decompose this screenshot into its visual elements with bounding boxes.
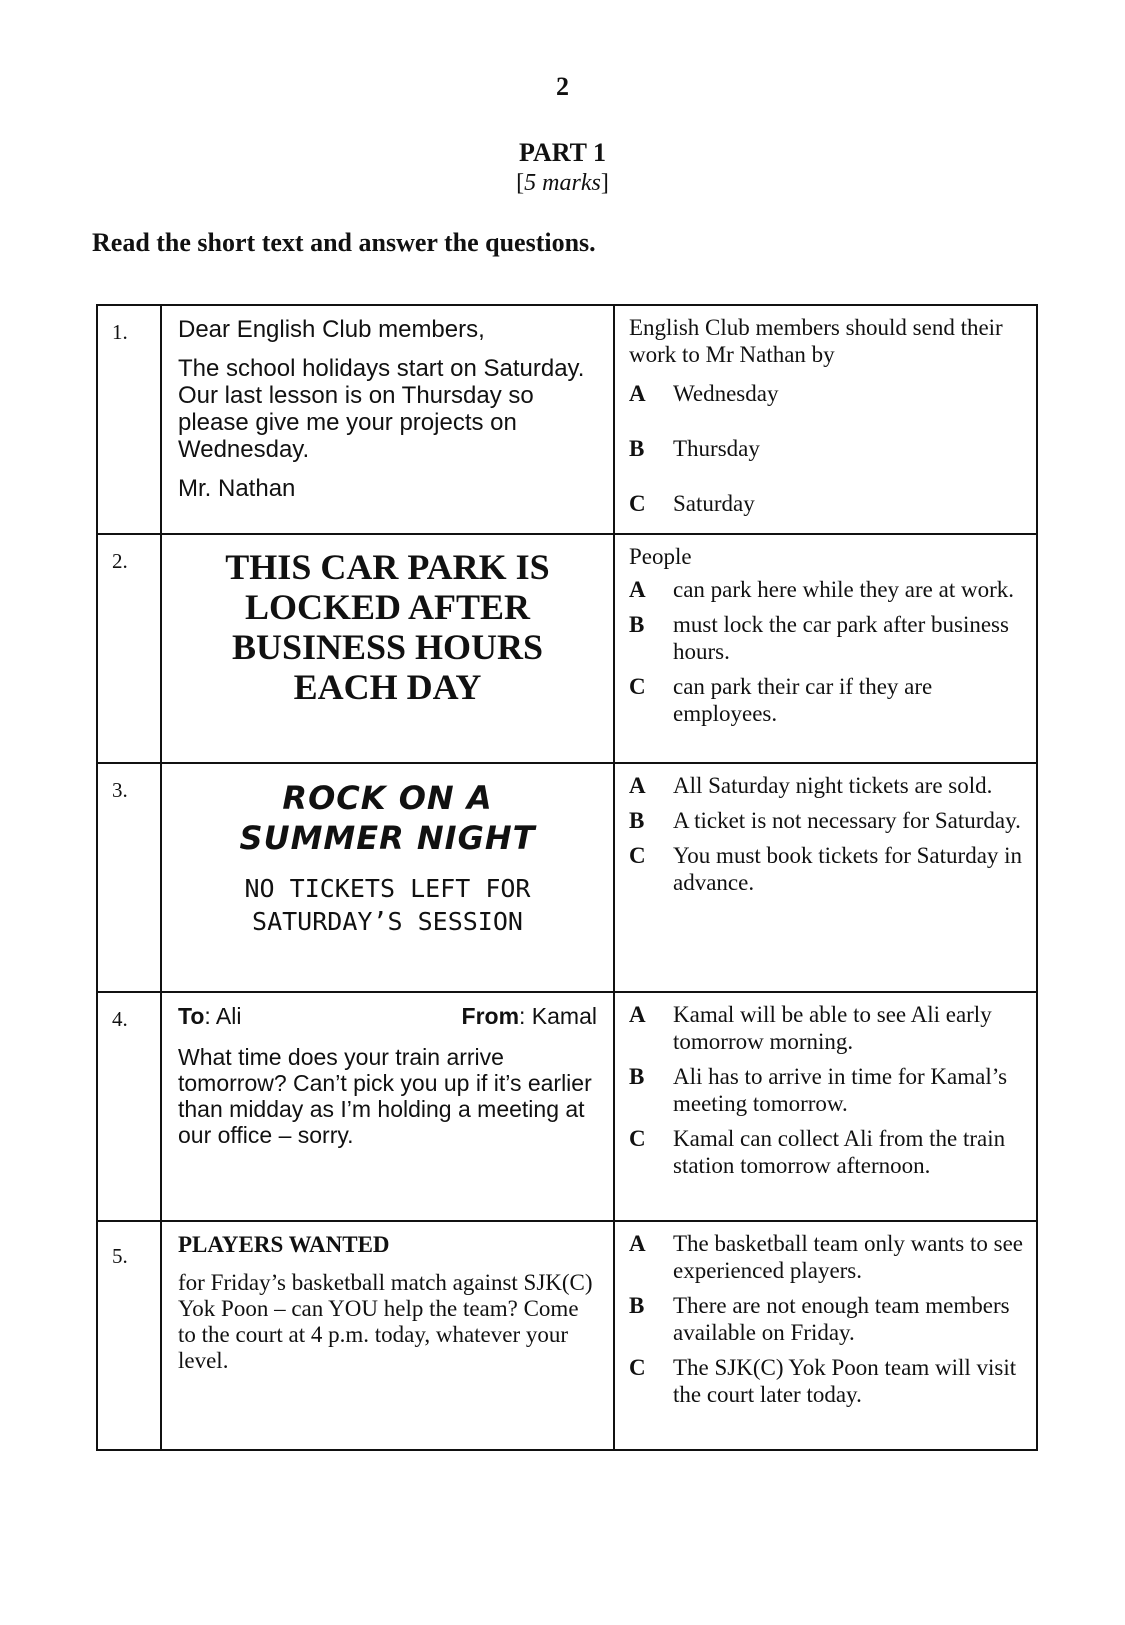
question-number: 5. (97, 1221, 161, 1450)
option-text: A ticket is not necessary for Saturday. (673, 808, 1021, 833)
sign-line: BUSINESS HOURS (231, 627, 544, 667)
option-text: must lock the car park after business hours. (673, 612, 1009, 664)
memo-to-label: To (178, 1003, 205, 1029)
question-row-5 (97, 1221, 1037, 1450)
poster-notice-line: NO TICKETS LEFT FOR (244, 874, 531, 903)
option-c[interactable] (629, 490, 1024, 517)
marks-text: 5 marks (524, 170, 601, 196)
memo-header (178, 1003, 597, 1030)
option-text: Ali has to arrive in time for Kamal’s meeting tomorrow. (673, 1064, 1008, 1116)
memo-from (462, 1003, 597, 1030)
sign-line: EACH DAY (293, 667, 482, 707)
option-c[interactable] (629, 673, 1024, 727)
option-text: Kamal will be able to see Ali early tomorrow morning. (673, 1002, 992, 1054)
option-letter: B (629, 612, 645, 637)
option-letter: C (629, 843, 646, 868)
option-b[interactable] (629, 435, 1024, 462)
note-greeting: Dear English Club members, (178, 316, 485, 343)
instruction: Read the short text and answer the questions. (92, 228, 596, 257)
question-number: 1. (97, 305, 161, 534)
question-stem: People (629, 544, 692, 569)
answer-options (614, 1221, 1037, 1450)
question-row-2 (97, 534, 1037, 763)
option-letter: A (629, 773, 646, 798)
question-row-4 (97, 992, 1037, 1221)
question-text (161, 763, 614, 992)
question-table (96, 304, 1038, 1451)
part-title: PART 1 (519, 138, 606, 167)
option-letter: A (629, 381, 646, 406)
question-row-3 (97, 763, 1037, 992)
answer-options (614, 534, 1037, 763)
note-body: The school holidays start on Saturday. Our last lesson is on Thursday so please give me your projects on Wednesday. (178, 355, 585, 463)
option-a[interactable] (629, 380, 1024, 407)
option-text: Saturday (673, 491, 755, 516)
option-c[interactable] (629, 1354, 1024, 1408)
option-c[interactable] (629, 1125, 1024, 1179)
option-text: All Saturday night tickets are sold. (673, 773, 993, 798)
option-c[interactable] (629, 842, 1024, 896)
option-text: can park here while they are at work. (673, 577, 1015, 602)
question-text (161, 1221, 614, 1450)
memo-to-value: : Ali (204, 1003, 242, 1029)
option-letter: B (629, 808, 645, 833)
answer-options (614, 305, 1037, 534)
option-b[interactable] (629, 1063, 1024, 1117)
question-text (161, 992, 614, 1221)
poster-title-line: SUMMER NIGHT (239, 819, 536, 857)
memo-body: What time does your train arrive tomorrow? Can’t pick you up if it’s earlier than midday as I’m holding a meeting at our office – sorry. (178, 1044, 592, 1148)
option-letter: B (629, 1064, 645, 1089)
option-a[interactable] (629, 1230, 1024, 1284)
option-text: The SJK(C) Yok Poon team will visit the court later today. (673, 1355, 1017, 1407)
marks-close-bracket: ] (600, 170, 609, 196)
option-text: You must book tickets for Saturday in advance. (673, 843, 1023, 895)
poster-title-line: ROCK ON A (282, 779, 493, 817)
sign-line: LOCKED AFTER (244, 587, 531, 627)
option-b[interactable] (629, 807, 1024, 834)
option-letter: A (629, 1231, 646, 1256)
question-number: 4. (97, 992, 161, 1221)
part-marks (0, 170, 1125, 197)
option-b[interactable] (629, 611, 1024, 665)
memo-from-value: : Kamal (519, 1003, 597, 1029)
option-letter: C (629, 1126, 646, 1151)
option-a[interactable] (629, 576, 1024, 603)
question-text (161, 305, 614, 534)
option-text: The basketball team only wants to see experienced players. (673, 1231, 1024, 1283)
option-letter: C (629, 674, 646, 699)
notice-title: PLAYERS WANTED (178, 1232, 390, 1257)
answer-options (614, 992, 1037, 1221)
page-number: 2 (556, 72, 569, 101)
option-a[interactable] (629, 772, 1024, 799)
option-text: can park their car if they are employees. (673, 674, 933, 726)
question-number: 2. (97, 534, 161, 763)
answer-options (614, 763, 1037, 992)
option-text: There are not enough team members available on Friday. (673, 1293, 1010, 1345)
notice-body: for Friday’s basketball match against SJK(C) Yok Poon – can YOU help the team? Come to the court at 4 p.m. today, whatever your level. (178, 1270, 593, 1373)
option-letter: A (629, 577, 646, 602)
sign-line: THIS CAR PARK IS (225, 547, 550, 587)
note-signoff: Mr. Nathan (178, 475, 296, 502)
poster-title (162, 778, 613, 858)
marks-open-bracket: [ (516, 170, 525, 196)
option-letter: C (629, 491, 646, 516)
option-text: Wednesday (673, 381, 779, 406)
option-text: Thursday (673, 436, 760, 461)
option-a[interactable] (629, 1001, 1024, 1055)
question-row-1 (97, 305, 1037, 534)
option-text: Kamal can collect Ali from the train station tomorrow afternoon. (673, 1126, 1006, 1178)
question-stem: English Club members should send their work to Mr Nathan by (629, 315, 1003, 367)
question-number: 3. (97, 763, 161, 992)
poster-notice-line: SATURDAY’S SESSION (252, 907, 523, 936)
option-b[interactable] (629, 1292, 1024, 1346)
option-letter: B (629, 436, 645, 461)
option-letter: A (629, 1002, 646, 1027)
poster-notice (162, 872, 613, 938)
question-text (161, 534, 614, 763)
memo-to (178, 1003, 241, 1030)
option-letter: C (629, 1355, 646, 1380)
option-letter: B (629, 1293, 645, 1318)
memo-from-label: From (461, 1003, 520, 1029)
